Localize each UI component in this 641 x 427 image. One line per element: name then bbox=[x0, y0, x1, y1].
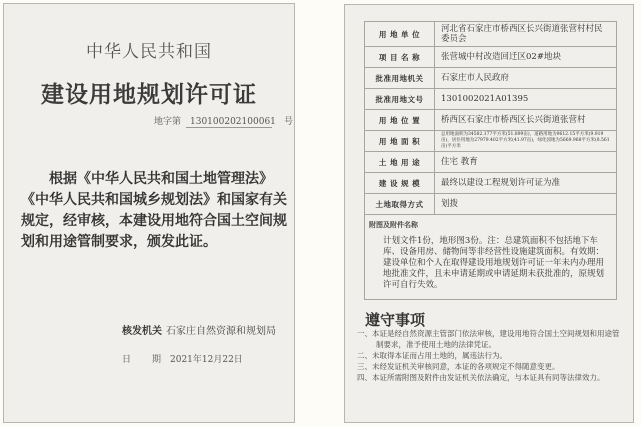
row-value: 最终以建设工程规划许可证为准 bbox=[435, 173, 617, 194]
row-value: 1301002021A01395 bbox=[435, 89, 617, 110]
attachments-text: 计划文件1份，地形图3份。注：总建筑面积不包括地下车库、设备用房、储物间等非经营性设施建筑面积。有效期：建设单位和个人在取得建设用地规划许可证一年未内办理用地批准文件，且未申请延期或申请延期未获批准的，原规划许可自行失效。 bbox=[383, 236, 605, 290]
issuer-label: 核发机关 bbox=[122, 326, 162, 337]
attachments-box bbox=[364, 214, 617, 300]
certificate-front-page bbox=[3, 3, 295, 423]
issuing-authority bbox=[122, 322, 276, 337]
row-value: 河北省石家庄市桥西区长兴街道张营村村民委员会 bbox=[435, 22, 617, 47]
issue-date bbox=[122, 352, 243, 365]
table-row bbox=[365, 22, 617, 47]
land-info-table bbox=[364, 21, 617, 215]
certificate-detail-page bbox=[344, 4, 634, 423]
row-value: 总用地面积为34582.177平方米(51.899亩)，道路用地为9612.15平方米(9.919亩)，居住用地为27979.402平方米(41.97亩)，绿化园地为5669.968平方米(8.561亩)平方米 bbox=[435, 131, 617, 152]
table-row bbox=[365, 110, 617, 131]
table-row bbox=[365, 131, 617, 152]
certificate-statement: 根据《中华人民共和国土地管理法》《中华人民共和国城乡规划法》和国家有关规定，经审核，本建设用地符合国土空间规划和用途管制要求，颁发此证。 bbox=[21, 171, 287, 250]
row-value: 石家庄市人民政府 bbox=[435, 68, 617, 89]
rule-item: 一、本证是经自然资源主管部门依法审核，建设用地符合国土空间规划和用途管制要求，准予使用土地的法律凭证。 bbox=[357, 329, 620, 349]
country-name: 中华人民共和国 bbox=[86, 42, 212, 62]
row-label: 用 地 单 位 bbox=[365, 22, 435, 47]
date-label-2: 期 bbox=[152, 355, 162, 365]
table-row bbox=[365, 173, 617, 194]
row-label: 项 目 名 称 bbox=[365, 47, 435, 68]
row-value: 张营城中村改造回迁区02#地块 bbox=[435, 47, 617, 68]
row-label: 批准用地机关 bbox=[365, 68, 435, 89]
row-label: 土 地 用 途 bbox=[365, 152, 435, 173]
rule-item: 四、本证所需附图及附件由发证机关依法确定，与本证具有同等法律效力。 bbox=[357, 373, 605, 382]
table-row bbox=[365, 68, 617, 89]
row-label: 建 设 规 模 bbox=[365, 173, 435, 194]
row-value: 住宅 教育 bbox=[435, 152, 617, 173]
serial-number-line bbox=[154, 114, 293, 128]
rules-list bbox=[357, 328, 622, 383]
rule-item: 二、未取得本证而占用土地的，属违法行为。 bbox=[357, 351, 507, 360]
date-value: 2021年12月22日 bbox=[170, 355, 243, 365]
row-value: 桥西区石家庄市桥西区长兴街道张营村 bbox=[435, 110, 617, 131]
row-label: 土地取得方式 bbox=[365, 194, 435, 215]
date-label-1: 日 bbox=[122, 355, 132, 365]
row-label: 用 地 位 置 bbox=[365, 110, 435, 131]
table-row bbox=[365, 47, 617, 68]
table-row bbox=[365, 152, 617, 173]
serial-suffix: 号 bbox=[284, 117, 294, 127]
row-value: 划拨 bbox=[435, 194, 617, 215]
row-label: 用 地 面 积 bbox=[365, 131, 435, 152]
certificate-title: 建设用地规划许可证 bbox=[41, 82, 257, 108]
serial-label: 地字第 bbox=[154, 117, 182, 127]
serial-number: 130100202100061 bbox=[186, 117, 272, 128]
table-row bbox=[365, 89, 617, 110]
attachments-label: 附图及附件名称 bbox=[369, 221, 418, 229]
issuer-value: 石家庄自然资源和规划局 bbox=[166, 326, 276, 337]
rule-item: 三、未经发证机关审核同意，本证的各项规定不得随意变更。 bbox=[357, 362, 560, 371]
row-label: 批准用地文号 bbox=[365, 89, 435, 110]
table-row bbox=[365, 194, 617, 215]
rules-title: 遵守事项 bbox=[365, 311, 426, 329]
